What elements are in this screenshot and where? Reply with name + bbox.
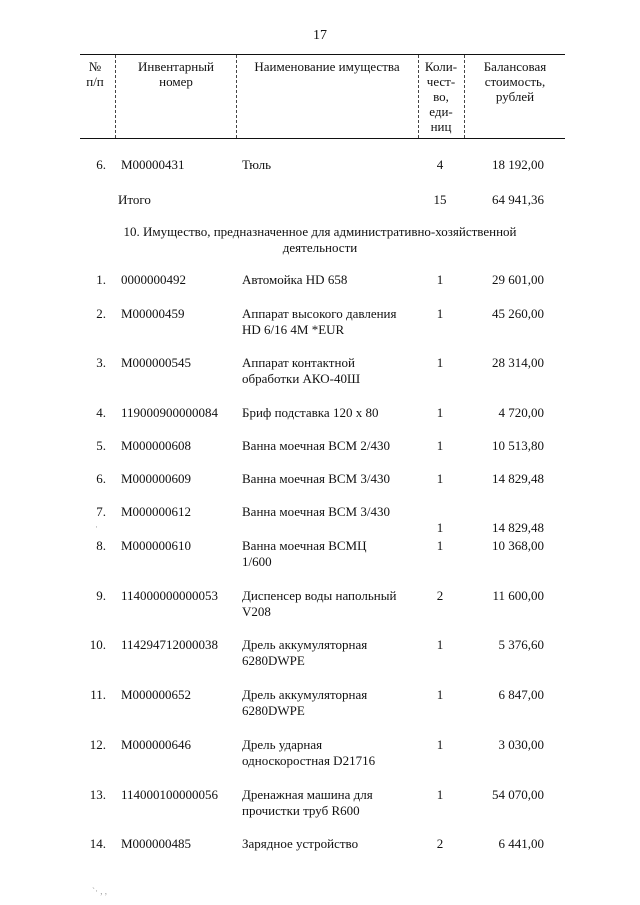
row-inventory: М000000545	[121, 355, 192, 370]
row-cost: 6 847,00	[498, 687, 544, 702]
row-cost: 6 441,00	[498, 836, 544, 851]
row-inventory: М00000459	[121, 306, 185, 321]
row-num: 6.	[96, 157, 106, 172]
row-num: 1.	[96, 272, 106, 287]
row-cost: 54 070,00	[492, 787, 544, 802]
page-number: 17	[313, 28, 327, 43]
row-name: Дрель ударная односкоростная D21716	[242, 737, 376, 768]
row-num: 9.	[96, 588, 106, 603]
row-num: 12.	[89, 737, 106, 752]
row-inventory: М000000609	[121, 471, 192, 486]
row-name: Ванна моечная ВСМ 2/430	[242, 438, 390, 453]
row-cost: 11 600,00	[492, 588, 544, 603]
row-inventory: 119000900000084	[121, 405, 219, 420]
scan-speck: `· , ,	[92, 886, 107, 896]
row-name: Ванна моечная ВСМ 3/430	[242, 504, 390, 519]
row-num: 3.	[96, 355, 106, 370]
row-qty: 2	[436, 588, 444, 603]
row-cost: 5 376,60	[498, 637, 544, 652]
row-num: 14.	[89, 836, 106, 851]
row-qty: 4	[436, 157, 444, 172]
row-num: 7.	[96, 504, 106, 519]
row-name: Дренажная машина для прочистки труб R600	[242, 787, 373, 818]
row-name: Тюль	[242, 157, 272, 172]
row-cost: 29 601,00	[492, 272, 544, 287]
row-qty: 1	[436, 272, 444, 287]
row-inventory: М000000652	[121, 687, 192, 702]
row-inventory: М000000485	[121, 836, 192, 851]
row-num: 10.	[89, 637, 106, 652]
row-cost: 14 829,48	[492, 520, 544, 535]
row-name: Аппарат высокого давления HD 6/16 4M *EUR	[242, 306, 397, 337]
row-qty: 1	[436, 538, 444, 553]
header-name: Наименование имущества	[254, 59, 400, 74]
row-name: Бриф подставка 120 х 80	[242, 405, 379, 420]
row-num: 11.	[90, 687, 106, 702]
row-inventory: М000000612	[121, 504, 192, 519]
row-cost: 10 368,00	[492, 538, 544, 553]
row-num: 5.	[96, 438, 106, 453]
row-inventory: 114000000000053	[121, 588, 219, 603]
row-inventory: 114000100000056	[121, 787, 219, 802]
row-name: Дрель аккумуляторная 6280DWPE	[242, 637, 368, 668]
row-num: 8.	[96, 538, 106, 553]
row-qty: 1	[436, 438, 444, 453]
row-qty: 1	[436, 405, 444, 420]
total-label: Итого	[118, 192, 151, 207]
row-cost: 28 314,00	[492, 355, 544, 370]
header-qty: Коли- чест- во, еди- ниц	[424, 59, 458, 134]
row-qty: 1	[436, 355, 444, 370]
row-qty: 1	[436, 687, 444, 702]
row-cost: 3 030,00	[498, 737, 544, 752]
row-num: 13.	[89, 787, 106, 802]
section-title: 10. Имущество, предназначенное для административно-хозяйственной деятельности	[123, 224, 517, 255]
row-qty: 2	[436, 836, 444, 851]
row-inventory: 114294712000038	[121, 637, 219, 652]
row-cost: 4 720,00	[498, 405, 544, 420]
row-inventory: 0000000492	[121, 272, 186, 287]
row-qty: 1	[436, 637, 444, 652]
row-cost: 14 829,48	[492, 471, 544, 486]
table-header	[80, 54, 565, 139]
total-qty: 15	[433, 192, 447, 207]
row-inventory: М000000608	[121, 438, 192, 453]
scan-speck: ·	[95, 522, 98, 532]
row-inventory: М000000646	[121, 737, 192, 752]
row-inventory: М00000431	[121, 157, 185, 172]
row-qty: 1	[436, 471, 444, 486]
row-num: 6.	[96, 471, 106, 486]
header-num: № п/п	[86, 59, 104, 89]
row-name: Ванна моечная ВСМ 3/430	[242, 471, 390, 486]
header-divider	[236, 55, 237, 138]
row-name: Ванна моечная ВСМЦ 1/600	[242, 538, 367, 569]
row-qty: 1	[436, 306, 444, 321]
row-cost: 45 260,00	[492, 306, 544, 321]
row-qty: 1	[436, 520, 444, 535]
row-num: 2.	[96, 306, 106, 321]
row-name: Диспенсер воды напольный V208	[242, 588, 397, 619]
row-name: Аппарат контактной обработки АКО-40Ш	[242, 355, 361, 386]
row-name: Зарядное устройство	[242, 836, 359, 851]
row-qty: 1	[436, 787, 444, 802]
row-cost: 18 192,00	[492, 157, 544, 172]
header-inventory: Инвентарный номер	[138, 59, 214, 89]
header-cost: Балансовая стоимость, рублей	[483, 59, 547, 104]
total-cost: 64 941,36	[492, 192, 544, 207]
row-name: Автомойка HD 658	[242, 272, 348, 287]
row-num: 4.	[96, 405, 106, 420]
row-name: Дрель аккумуляторная 6280DWPE	[242, 687, 368, 718]
row-qty: 1	[436, 737, 444, 752]
row-inventory: М000000610	[121, 538, 192, 553]
row-cost: 10 513,80	[492, 438, 544, 453]
